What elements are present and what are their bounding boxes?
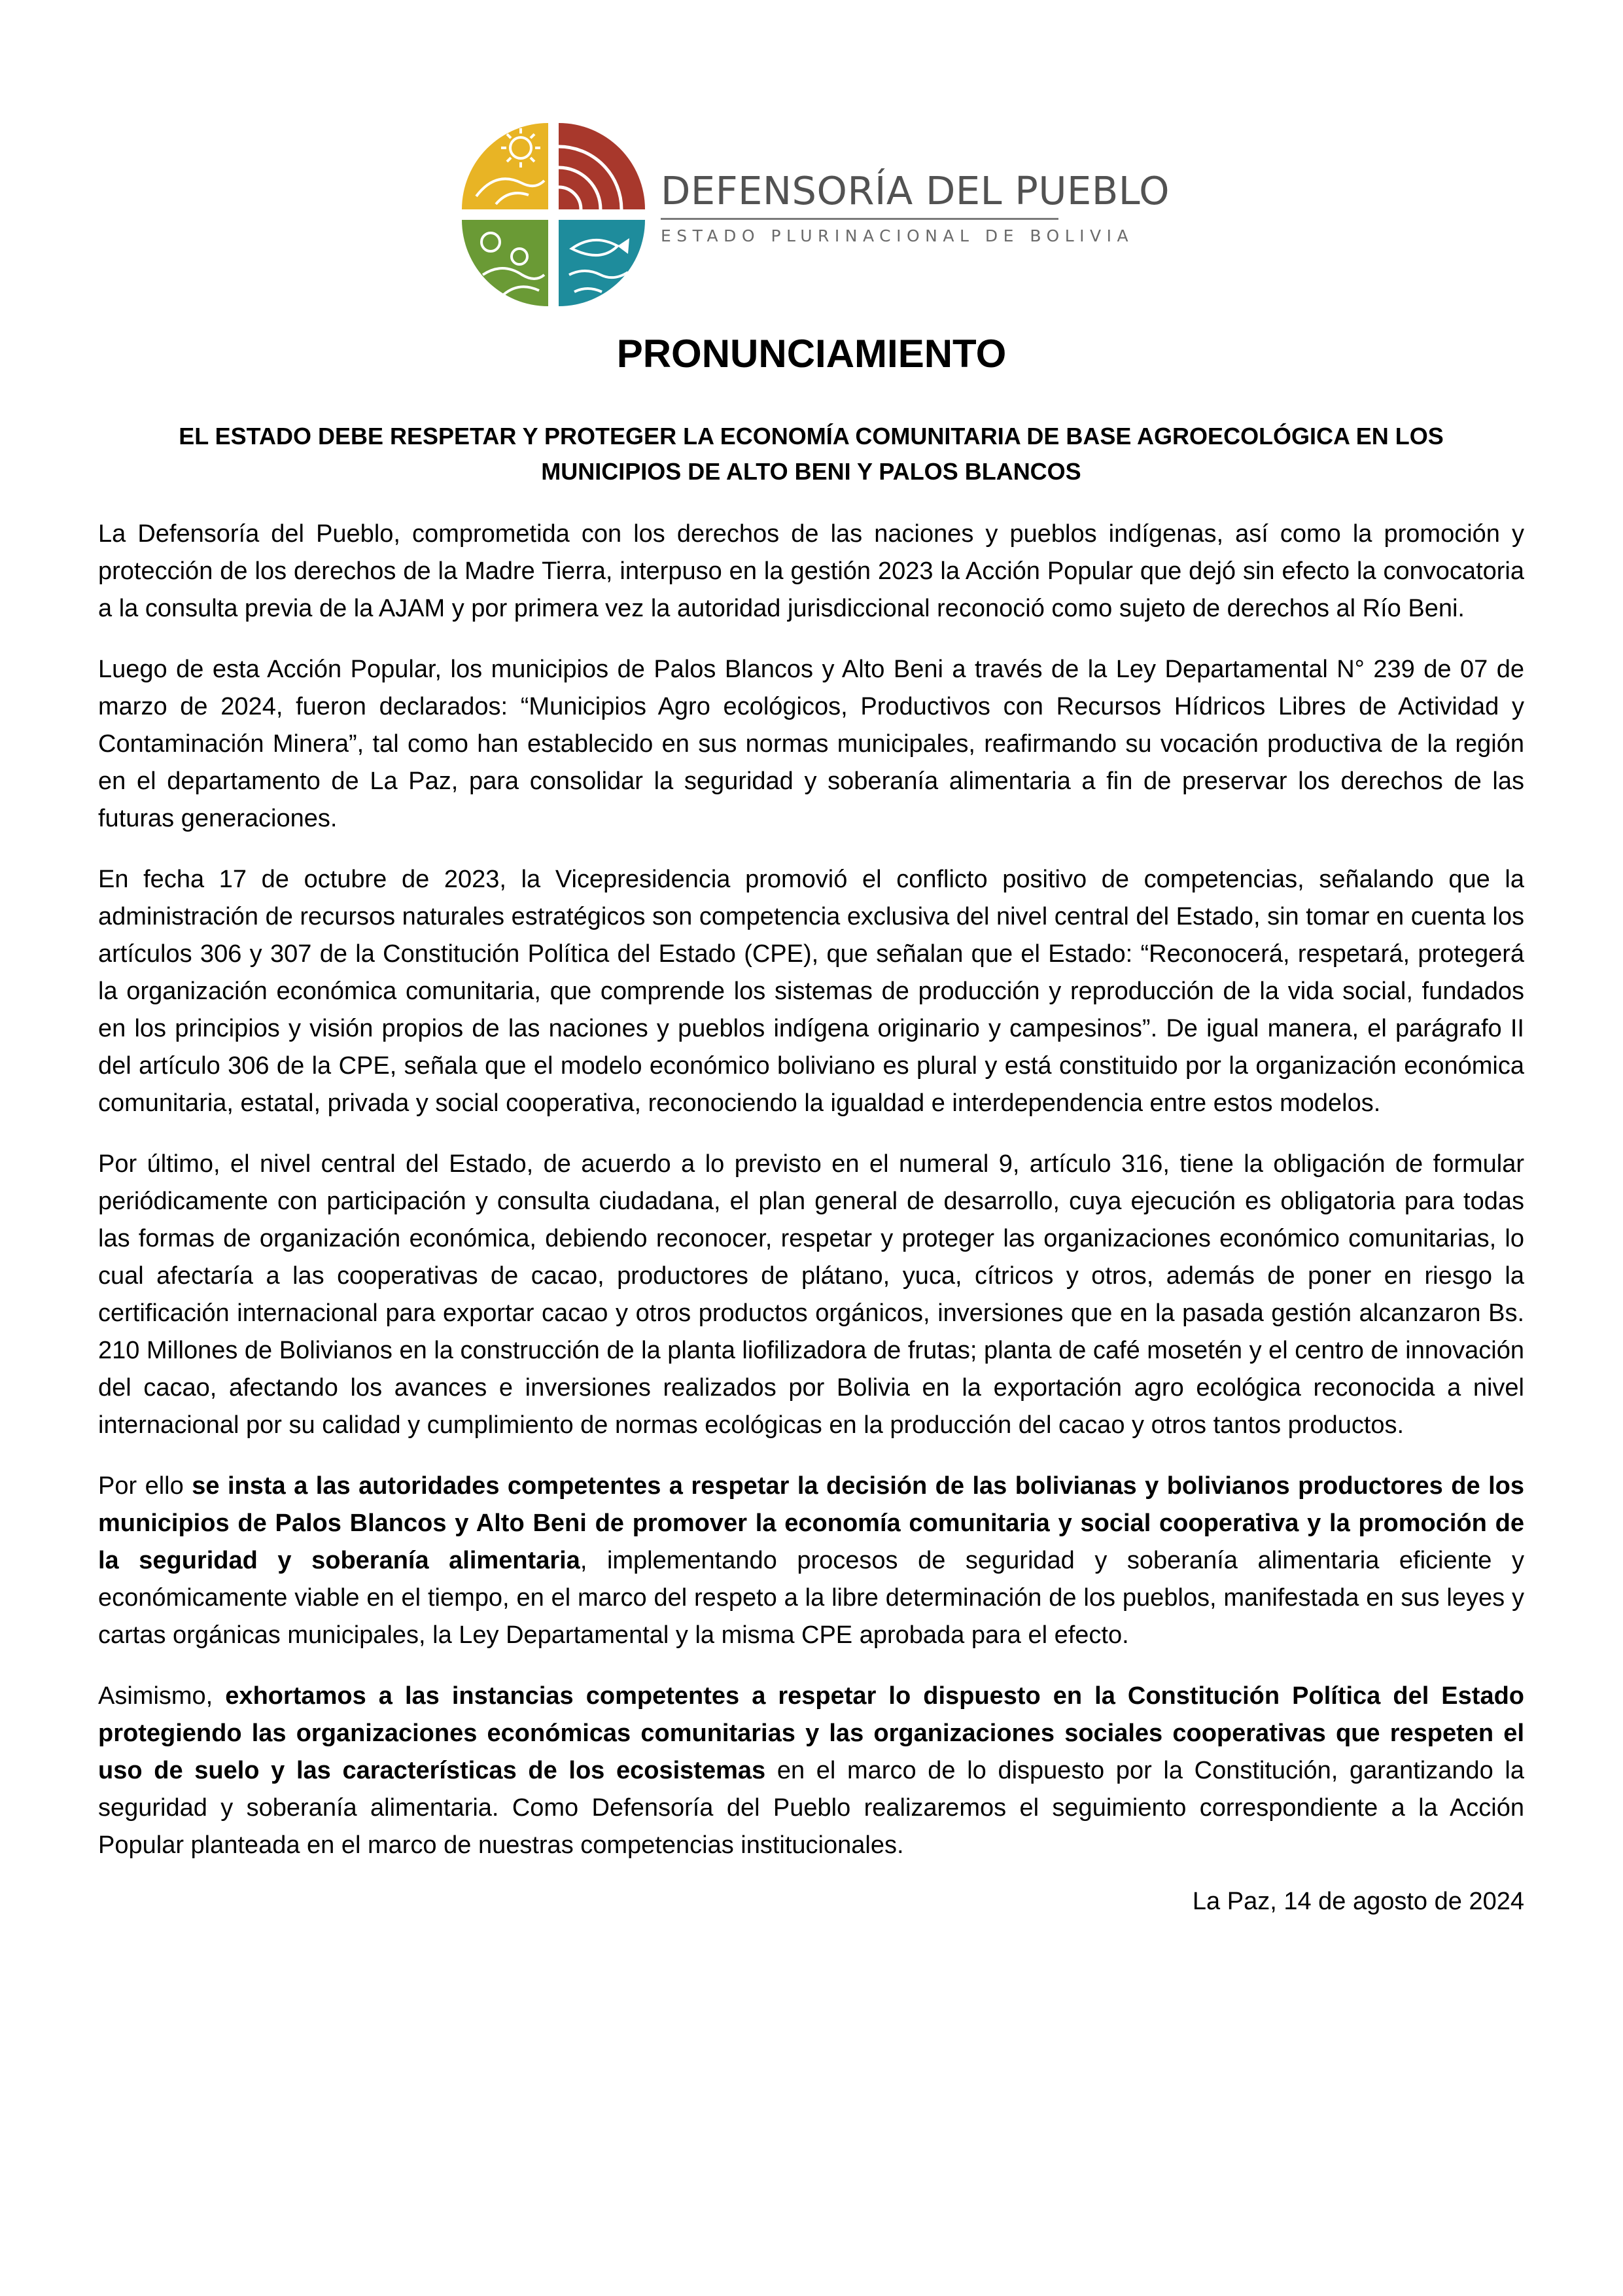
brand-block xyxy=(661,168,1170,245)
paragraph-5 xyxy=(98,1468,1524,1654)
defensoria-emblem-icon xyxy=(457,118,650,311)
paragraph-5-emphasis: se insta a las autoridades competentes a respetar la decisión de las bolivianas y bolivianos productores de los municipios de Palos Blancos y Alto Beni de promover la economía comunitaria y social cooperativa y la promoción de la seguridad y soberanía alimentaria xyxy=(98,1472,1524,1574)
paragraph-3: En fecha 17 de octubre de 2023, la Vicepresidencia promovió el conflicto positivo de competencias, señalando que la administración de recursos naturales estratégicos son competencia exclusiva del nivel central del Estado, sin tomar en cuenta los artículos 306 y 307 de la Constitución Política del Estado (CPE), que señalan que el Estado: “Reconocerá, respetará, protegerá la organización económica comunitaria, que comprende los sistemas de producción y reproducción de la vida social, fundados en los principios y visión propios de las naciones y pueblos indígena originario y campesinos”. De igual manera, el parágrafo II del artículo 306 de la CPE, señala que el modelo económico boliviano es plural y está constituido por la organización económica comunitaria, estatal, privada y social cooperativa, reconociendo la igualdad e interdependencia entre estos modelos. xyxy=(98,866,1524,1117)
paragraph-4: Por último, el nivel central del Estado, de acuerdo a lo previsto en el numeral 9, artículo 316, tiene la obligación de formular periódicamente con participación y consulta ciudadana, el plan general de desarrollo, cuya ejecución es obligatoria para todas las formas de organización económica, debiendo reconocer, respetar y proteger las organizaciones económico comunitarias, lo cual afectaría a las cooperativas de cacao, productores de plátano, yuca, cítricos y otros, además de poner en riesgo la certificación internacional para exportar cacao y otros productos orgánicos, inversiones que en la pasada gestión alcanzaron Bs. 210 Millones de Bolivianos en la construcción de la planta liofilizadora de frutas; planta de café mosetén y el centro de innovación del cacao, afectando los avances e inversiones realizados por Bolivia en la exportación agro ecológica reconocida a nivel internacional por su calidad y cumplimiento de normas ecológicas en la producción del cacao y otros tantos productos. xyxy=(98,1150,1524,1439)
paragraph-6-emphasis: exhortamos a las instancias competentes a respetar lo dispuesto en la Constitución Política del Estado protegiendo las organizaciones económicas comunitarias y las organizaciones sociales cooperativas que respeten el uso de suelo y las características de los ecosistemas xyxy=(98,1682,1525,1784)
document-body xyxy=(98,516,1524,1916)
org-name: DEFENSORÍA DEL PUEBLO xyxy=(661,168,1170,213)
place-date: La Paz, 14 de agosto de 2024 xyxy=(1192,1888,1524,1915)
paragraph-1: La Defensoría del Pueblo, comprometida con los derechos de las naciones y pueblos indígenas, así como la promoción y protección de los derechos de la Madre Tierra, interpuso en la gestión 2023 la Acción Popular que dejó sin efecto la convocatoria a la consulta previa de la AJAM y por primera vez la autoridad jurisdiccional reconoció como sujeto de derechos al Río Beni. xyxy=(98,520,1524,622)
paragraph-5-rest: , implementando procesos de seguridad y soberanía alimentaria eficiente y económicamente viable en el tiempo, en el marco del respeto a la libre determinación de los pueblos, manifestada en sus leyes y cartas orgánicas municipales, la Ley Departamental y la misma CPE aprobada para el efecto. xyxy=(98,1547,1524,1649)
paragraph-6-lead: Asimismo, xyxy=(98,1682,226,1710)
letterhead xyxy=(457,118,1170,314)
document-subtitle: EL ESTADO DEBE RESPETAR Y PROTEGER LA ECONOMÍA COMUNITARIA DE BASE AGROECOLÓGICA EN LOS MUNICIPIOS DE ALTO BENI Y PALOS BLANCOS xyxy=(179,423,1444,485)
paragraph-6-rest: en el marco de lo dispuesto por la Constitución, garantizando la seguridad y soberanía alimentaria. Como Defensoría del Pueblo realizaremos el seguimiento correspondiente a la Acción Popular planteada en el marco de nuestras competencias institucionales. xyxy=(98,1757,1524,1859)
paragraph-5-lead: Por ello xyxy=(98,1472,192,1500)
org-subtitle: ESTADO PLURINACIONAL DE BOLIVIA xyxy=(661,226,1134,245)
document-title: PRONUNCIAMIENTO xyxy=(616,332,1007,376)
brand-divider xyxy=(661,218,1058,220)
paragraph-6 xyxy=(98,1678,1524,1864)
paragraph-2: Luego de esta Acción Popular, los municipios de Palos Blancos y Alto Beni a través de la Ley Departamental N° 239 de 07 de marzo de 2024, fueron declarados: “Municipios Agro ecológicos, Productivos con Recursos Hídricos Libres de Actividad y Contaminación Minera”, tal como han establecido en sus normas municipales, reafirmando su vocación productiva de la región en el departamento de La Paz, para consolidar la seguridad y soberanía alimentaria a fin de preservar los derechos de las futuras generaciones. xyxy=(98,656,1524,832)
